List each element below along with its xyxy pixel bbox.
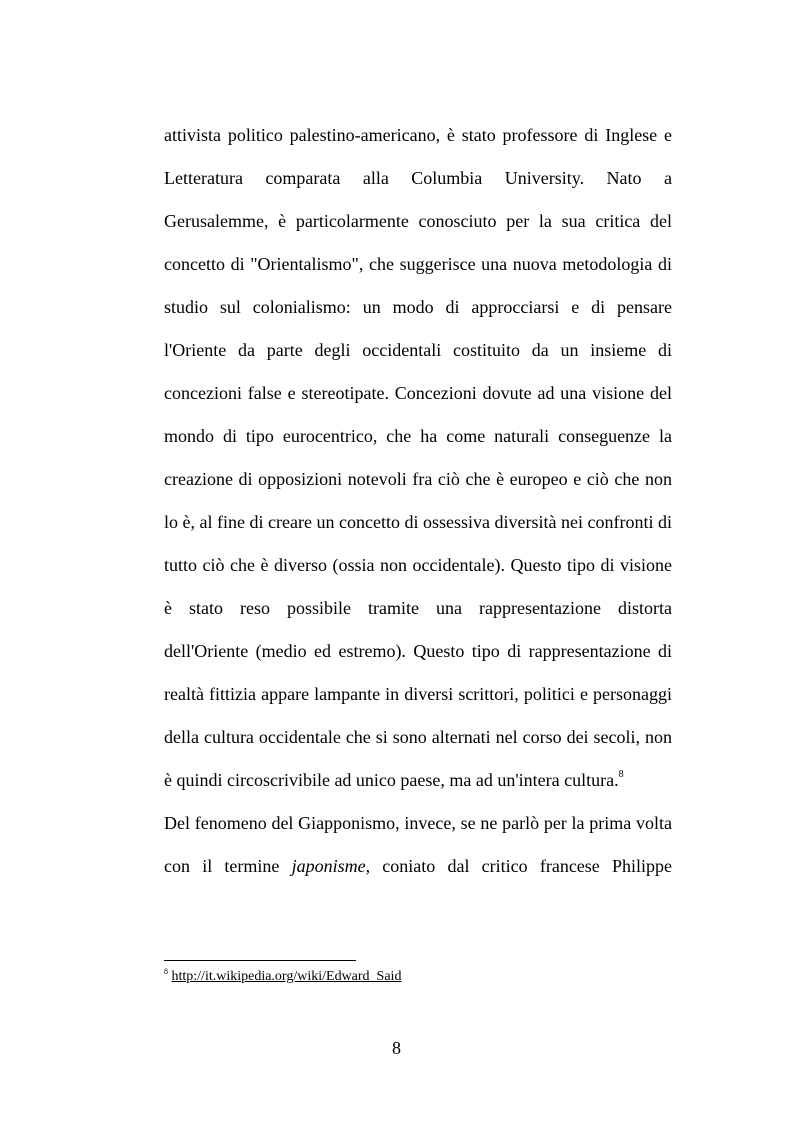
- footnote-number: 8: [164, 967, 168, 976]
- body-text: [164, 114, 672, 888]
- paragraph-2: [164, 802, 672, 888]
- footnote-link[interactable]: http://it.wikipedia.org/wiki/Edward_Said: [171, 969, 402, 984]
- footnote-separator: [164, 960, 356, 961]
- paragraph-2-text-start: Del fenomeno del Giapponismo, invece, se ne parlò per la prima volta con il termine: [164, 813, 672, 876]
- page-number: 8: [392, 1038, 401, 1058]
- paragraph-1: [164, 114, 672, 802]
- paragraph-2-italic-term: japonisme: [291, 856, 366, 876]
- paragraph-2-text-end: , coniato dal critico francese Philippe: [365, 856, 672, 876]
- footnote: [164, 968, 401, 986]
- paragraph-1-text: attivista politico palestino-americano, è stato professore di Inglese e Letteratura comparata alla Columbia University. Nato a Gerusalemme, è particolarmente conosciuto per la sua critica del concetto di "Orientalismo", che suggerisce una nuova metodologia di studio sul colonialismo: un modo di approcciarsi e di pensare l'Oriente da parte degli occidentali costituito da un insieme di concezioni false e stereotipate. Concezioni dovute ad una visione del mondo di tipo eurocentrico, che ha come naturali conseguenze la creazione di opposizioni notevoli fra ciò che è europeo e ciò che non lo è, al fine di creare un concetto di ossessiva diversità nei confronti di tutto ciò che è diverso (ossia non occidentale). Questo tipo di visione è stato reso possibile tramite una rappresentazione distorta dell'Oriente (medio ed estremo). Questo tipo di rappresentazione di realtà fittizia appare lampante in diversi scrittori, politici e personaggi della cultura occidentale che si sono alternati nel corso dei secoli, non è quindi circoscrivibile ad unico paese, ma ad un'intera cultura.: [164, 125, 672, 790]
- footnote-reference[interactable]: 8: [618, 769, 624, 780]
